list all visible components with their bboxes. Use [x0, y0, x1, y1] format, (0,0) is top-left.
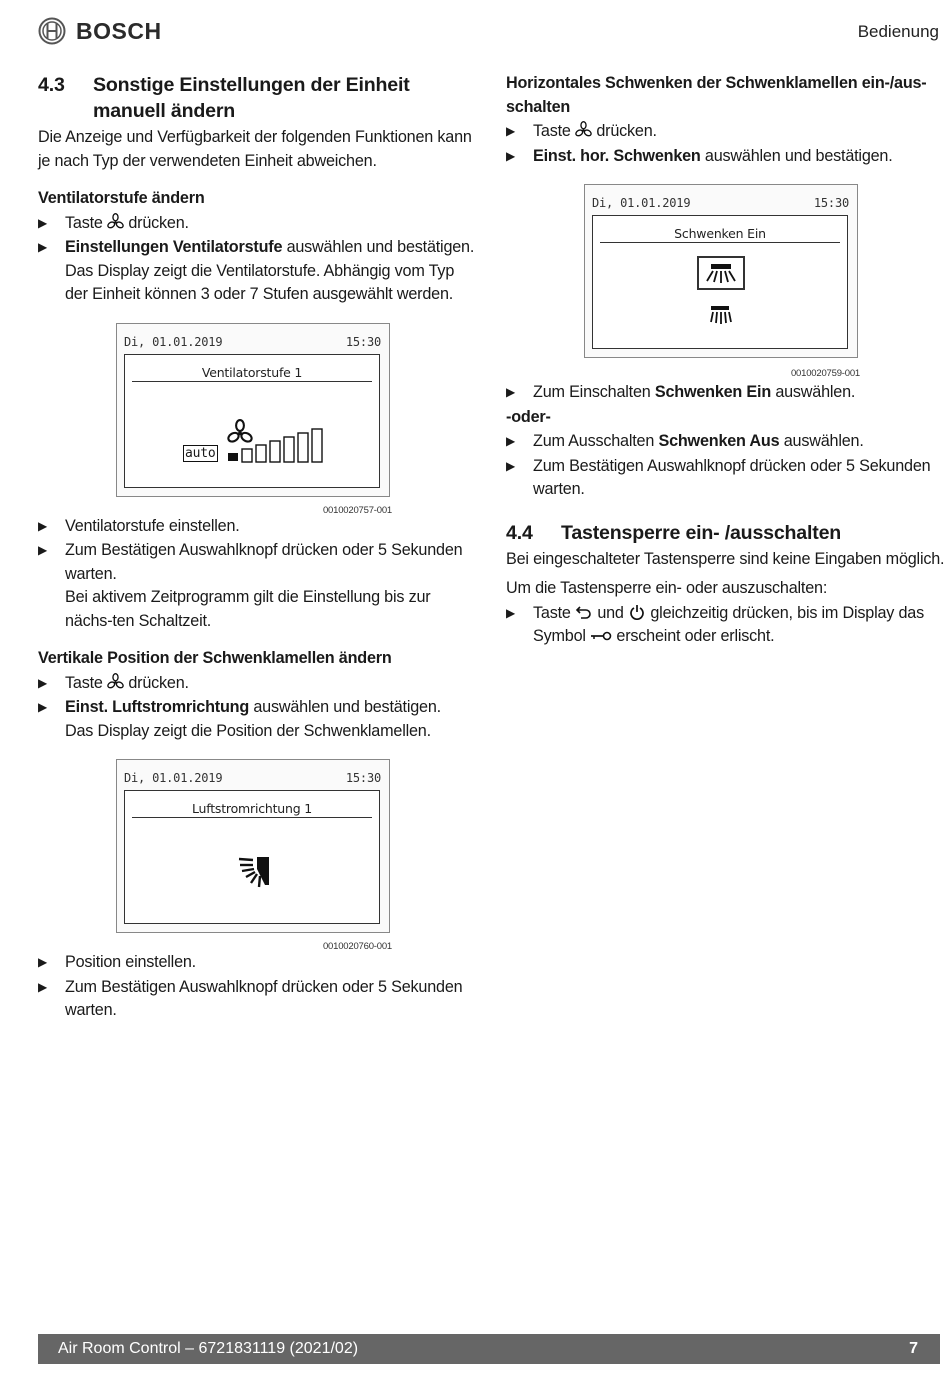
swing-on-option[interactable] — [697, 256, 745, 290]
bullet-triangle-icon: ▶ — [506, 458, 516, 473]
menu-name: Schwenken Aus — [658, 432, 780, 450]
step — [38, 236, 478, 307]
step — [38, 976, 478, 1023]
step-text: Position einstellen. — [65, 953, 196, 971]
fan-icon — [107, 673, 124, 690]
lock-paragraph: Bei eingeschalteter Tastensperre sind keine Eingaben möglich. — [506, 549, 945, 568]
step-text: Zum Einschalten — [533, 383, 655, 401]
figure-fan-speed — [116, 323, 392, 516]
step-text: Taste — [533, 122, 571, 140]
step — [38, 672, 478, 696]
bullet-triangle-icon: ▶ — [506, 124, 516, 138]
step — [506, 120, 946, 144]
section-heading-4-4 — [506, 520, 946, 546]
menu-name: Einstellungen Ventilatorstufe — [65, 238, 283, 256]
step — [38, 696, 478, 743]
lcd-time: 15:30 — [345, 334, 381, 349]
step-note: Das Display zeigt die Ventilatorstufe. Abhängig vom Typ der Einheit können 3 oder 7 Stufen ausgewählt werden. — [65, 261, 455, 303]
power-icon — [628, 604, 646, 620]
lcd-screen — [124, 790, 380, 924]
fan-icon — [107, 213, 124, 230]
step-text: auswählen. — [771, 383, 856, 401]
bullet-triangle-icon: ▶ — [38, 979, 48, 994]
step — [506, 381, 946, 405]
bullet-triangle-icon: ▶ — [38, 518, 48, 533]
step-text: drücken. — [128, 213, 189, 232]
step — [506, 430, 946, 454]
fan-speed-heading: Ventilatorstufe ändern — [38, 189, 205, 207]
menu-name: Einst. hor. Schwenken — [533, 146, 701, 165]
figure-id: 0010020757-001 — [322, 504, 392, 516]
step — [38, 212, 478, 236]
left-column — [38, 72, 478, 1024]
step-text: Taste — [533, 603, 571, 622]
bosch-armature-icon — [38, 17, 66, 45]
or-separator: -oder- — [506, 407, 551, 426]
step — [38, 951, 478, 975]
menu-name: Einst. Luftstromrichtung — [65, 698, 250, 716]
lcd-title: Luftstromrichtung 1 — [191, 801, 313, 816]
vertical-position-heading: Vertikale Position der Schwenklamellen ändern — [38, 649, 392, 667]
key-lock-icon — [590, 627, 612, 643]
bullet-triangle-icon: ▶ — [38, 240, 48, 254]
intro-paragraph: Die Anzeige und Verfügbarkeit der folgenden Funktionen kann je nach Typ der verwendeten Einheit abweichen. — [38, 128, 472, 170]
step-text: auswählen und bestätigen. — [282, 238, 475, 256]
bosch-logo — [38, 17, 162, 45]
bullet-triangle-icon: ▶ — [506, 148, 516, 163]
brand-name: BOSCH — [76, 17, 162, 44]
back-arrow-icon — [575, 604, 593, 620]
step-text: drücken. — [128, 673, 189, 692]
heading-title: Sonstige Einstellungen der Einheit manuell ändern — [93, 74, 410, 122]
step-note: Bei aktivem Zeitprogramm gilt die Einstellung bis zur nächs-ten Schaltzeit. — [65, 588, 431, 630]
step-text: gleichzeitig drücken, bis im Display das Symbol — [533, 603, 924, 645]
page-number: 7 — [909, 1340, 918, 1357]
heading-number: 4.3 — [38, 74, 65, 96]
lcd-date: Di, 01.01.2019 — [592, 196, 691, 210]
lcd-divider — [600, 242, 840, 243]
lcd-divider — [132, 381, 372, 382]
step-text: Zum Bestätigen Auswahlknopf drücken oder 5 Sekunden warten. — [533, 456, 931, 498]
lcd-screen — [124, 354, 380, 488]
bullet-triangle-icon: ▶ — [506, 434, 516, 448]
page-footer — [38, 1334, 940, 1364]
figure-id: 0010020759-001 — [790, 368, 860, 379]
figure-id: 0010020760-001 — [322, 941, 392, 952]
swing-icon — [699, 258, 743, 288]
bullet-triangle-icon: ▶ — [38, 675, 48, 690]
right-column — [506, 72, 946, 650]
lcd-divider — [132, 817, 372, 818]
bullet-triangle-icon: ▶ — [38, 543, 48, 557]
step-text: Ventilatorstufe einstellen. — [65, 516, 240, 535]
lcd-date: Di, 01.01.2019 — [124, 334, 223, 349]
step-text: auswählen und bestätigen. — [249, 698, 441, 716]
section-heading-4-3 — [38, 72, 478, 124]
bullet-triangle-icon: ▶ — [506, 385, 516, 399]
section-label: Bedienung — [857, 22, 939, 41]
step-text: auswählen und bestätigen. — [700, 146, 893, 165]
lcd-screen — [592, 215, 848, 349]
bullet-triangle-icon: ▶ — [38, 955, 48, 969]
step-text: Taste — [65, 673, 103, 692]
lcd-display — [584, 184, 858, 358]
louver-vertical-icon — [237, 855, 271, 889]
fan-level-bars — [227, 427, 323, 463]
figure-horizontal-swing — [584, 184, 860, 380]
horizontal-swing-heading: Horizontales Schwenken der Schwenklamellen ein-/aus-schalten — [506, 74, 927, 116]
step-text: Zum Bestätigen Auswahlknopf drücken oder 5 Sekunden warten. — [65, 541, 463, 583]
step-text: Taste — [65, 213, 103, 232]
footer-text: Air Room Control – 6721831119 (2021/02) — [58, 1340, 359, 1357]
menu-name: Schwenken Ein — [654, 383, 772, 401]
lcd-date: Di, 01.01.2019 — [124, 771, 223, 785]
step-text: erscheint oder erlischt. — [616, 627, 775, 645]
step-text: Zum Bestätigen Auswahlknopf drücken oder 5 Sekunden warten. — [65, 977, 463, 1019]
lcd-time: 15:30 — [813, 196, 849, 210]
step — [506, 145, 946, 169]
heading-number: 4.4 — [506, 521, 533, 544]
lock-instruction: Um die Tastensperre ein- oder auszuschalten: — [506, 579, 828, 597]
bullet-triangle-icon: ▶ — [506, 605, 516, 620]
step — [506, 455, 946, 502]
bullet-triangle-icon: ▶ — [38, 700, 48, 714]
lcd-title: Ventilatorstufe 1 — [201, 364, 303, 380]
bullet-triangle-icon: ▶ — [38, 215, 48, 230]
figure-airflow-direction — [116, 759, 392, 952]
lcd-display — [116, 759, 390, 933]
step-text: drücken. — [596, 122, 657, 140]
lcd-display — [116, 323, 390, 497]
step-text: auswählen. — [779, 432, 864, 450]
step-note: Das Display zeigt die Position der Schwenklamellen. — [65, 721, 431, 740]
heading-title: Tastensperre ein- /ausschalten — [561, 521, 842, 544]
lcd-time: 15:30 — [345, 771, 381, 785]
fan-icon — [575, 121, 592, 138]
step-text: Zum Ausschalten — [533, 432, 659, 450]
step — [38, 539, 478, 633]
lcd-title: Schwenken Ein — [674, 226, 766, 241]
step — [506, 602, 946, 649]
step-text: und — [597, 603, 624, 622]
step — [38, 515, 478, 539]
swing-off-icon[interactable] — [708, 304, 732, 326]
auto-mode-label: auto — [185, 445, 216, 461]
